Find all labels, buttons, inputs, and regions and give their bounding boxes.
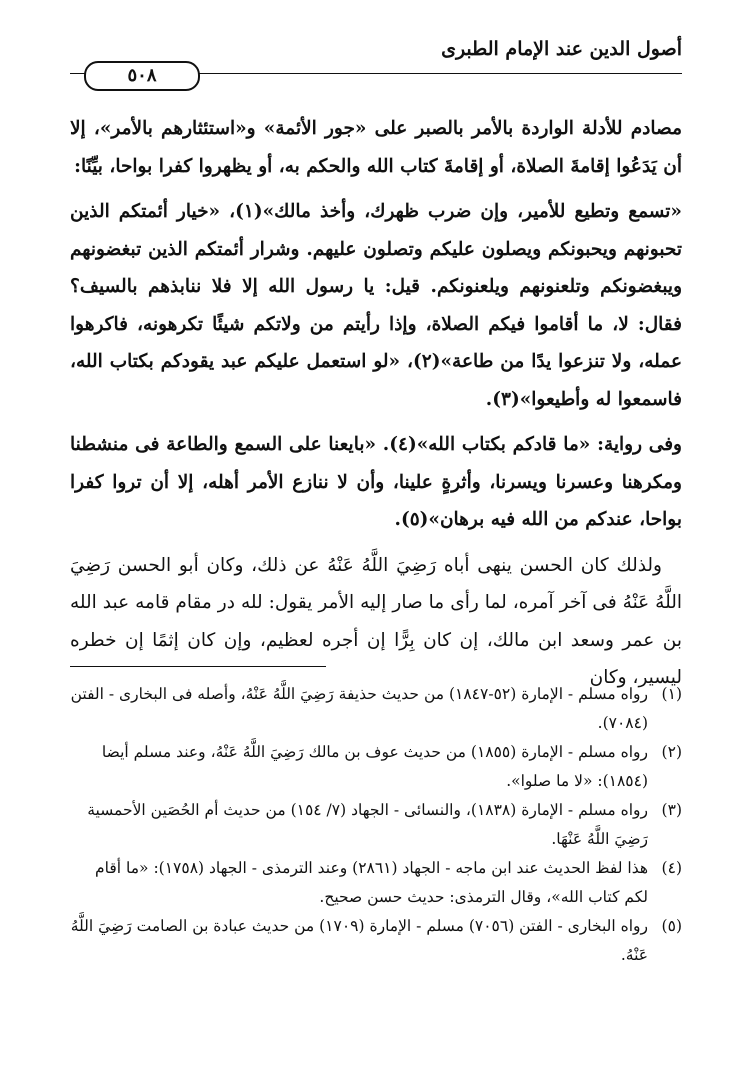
body-paragraph-4: ولذلك كان الحسن ينهى أباه رَضِيَ اللَّهُ عَنْهُ عن ذلك، وكان أبو الحسن رَضِيَ اللَّهُ عَنْهُ فى آخر آمره، لما رأى ما صار إليه الأمر يقول: لله در مقام قامه عبد الله بن عمر وسعد ابن مالك، إن كان بِرًّا إن أجره لعظيم، وإن كان إثمًا إن خطره ليسير، وكان	[70, 554, 682, 688]
footnote-4	[70, 854, 682, 912]
body-paragraph-3: وفى رواية: «ما قادكم بكتاب الله»(٤). «بايعنا على السمع والطاعة فى منشطنا ومكرهنا وعسرنا ويسرنا، وأثرةٍ علينا، وأن لا ننازع الأمر أهله، إلا أن تروا كفرا بواحا، عندكم من الله فيه برهان»(٥).	[70, 434, 682, 530]
footnote-5	[70, 912, 682, 970]
footnote-text: هذا لفظ الحديث عند ابن ماجه - الجهاد (٢٨٦١) وعند الترمذى - الجهاد (١٧٥٨): «ما أقام لكم كتاب الله»، وقال الترمذى: حديث حسن صحيح.	[95, 859, 648, 906]
body-text	[70, 110, 682, 697]
body-paragraph-2: «تسمع وتطيع للأمير، وإن ضرب ظهرك، وأخذ مالك»(١)، «خيار أئمتكم الذين تحبونهم ويحبونكم ويصلون عليكم وتصلون عليهم. وشرار أئمتكم الذين تبغضونهم ويبغضونكم وتلعنونهم ويلعنونكم. قيل: يا رسول الله إلا فلا ننابذهم بالسيف؟ فقال: لا، ما أقاموا فيكم الصلاة، وإذا رأيتم من ولاتكم شيئًا تكرهونه، فاكرهوا عمله، ولا تنزعوا يدًا من طاعة»(٢)، «لو استعمل عليكم عبد يقودكم بكتاب الله، فاسمعوا له وأطيعوا»(٣).	[70, 201, 682, 410]
footnote-3	[70, 796, 682, 854]
footnote-number: (٤)	[661, 859, 682, 877]
footnote-text: رواه مسلم - الإمارة (١٨٥٥) من حديث عوف بن مالك رَضِيَ اللَّهُ عَنْهُ، وعند مسلم أيضا (١٨٥٤): «لا ما صلوا».	[101, 743, 648, 790]
footnote-text: رواه مسلم - الإمارة (١٨٣٨)، والنسائى - الجهاد (٧/ ١٥٤) من حديث أم الحُصَين الأحمسية رَضِيَ اللَّهُ عَنْهَا.	[87, 801, 648, 848]
footnote-number: (٣)	[661, 801, 682, 819]
footnote-text: رواه البخارى - الفتن (٧٠٥٦) مسلم - الإمارة (١٧٠٩) من حديث عبادة بن الصامت رَضِيَ اللَّهُ عَنْهُ.	[70, 917, 648, 964]
footnote-1	[70, 680, 682, 738]
footnotes	[70, 680, 682, 970]
body-paragraph-1: مصادم للأدلة الواردة بالأمر بالصبر على «جور الأئمة» و«استئثارهم بالأمر»، إلا أن يَدَعُوا إقامةَ الصلاة، أو إقامةَ كتاب الله والحكم به، أو يظهروا كفرا بواحا، بيِّنًا:	[70, 118, 682, 177]
footnote-separator	[70, 666, 326, 667]
footnote-number: (١)	[661, 685, 682, 703]
footnote-number: (٥)	[661, 917, 682, 935]
page-number-badge: ٥٠٨	[84, 61, 200, 91]
running-header-title: أصول الدين عند الإمام الطبرى	[441, 38, 682, 60]
footnote-2	[70, 738, 682, 796]
footnote-text: رواه مسلم - الإمارة (٥٢-١٨٤٧) من حديث حذيفة رَضِيَ اللَّهُ عَنْهُ، وأصله فى البخارى - الفتن (٧٠٨٤).	[70, 685, 648, 732]
footnote-number: (٢)	[661, 743, 682, 761]
